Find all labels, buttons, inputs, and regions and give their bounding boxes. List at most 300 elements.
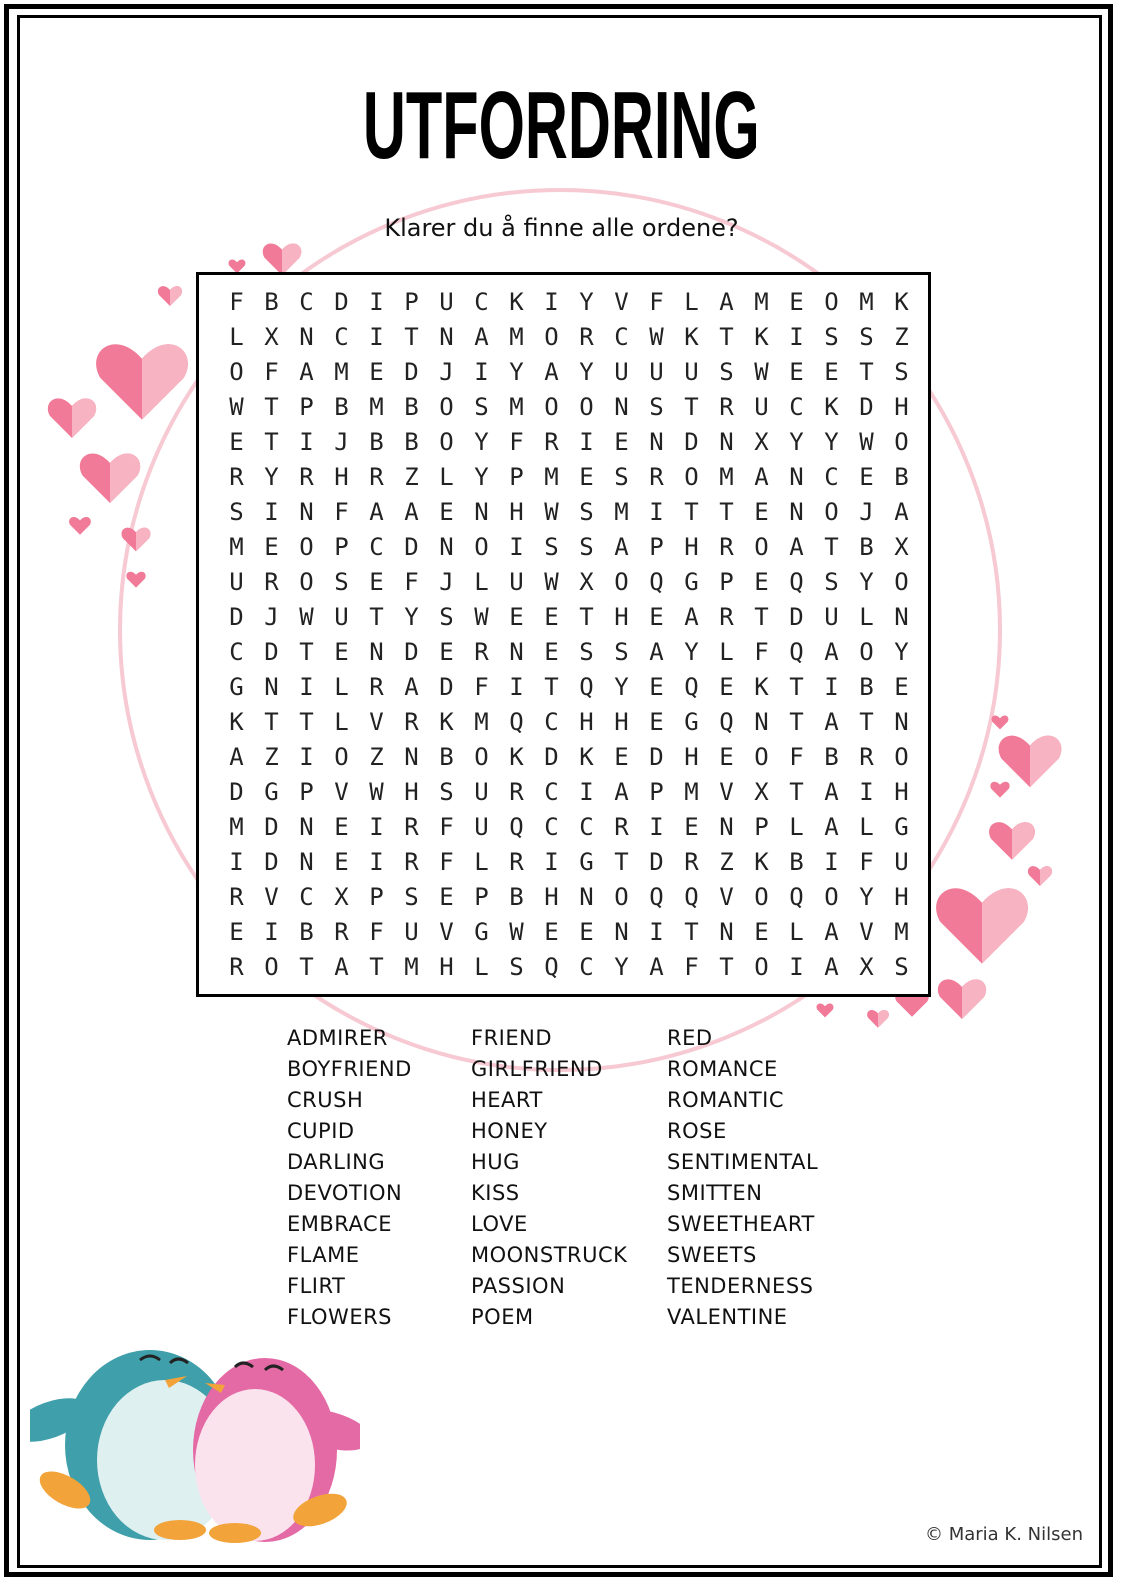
grid-cell[interactable]: Q: [684, 883, 699, 911]
grid-cell[interactable]: S: [509, 953, 524, 981]
grid-cell[interactable]: V: [369, 708, 384, 736]
grid-cell[interactable]: O: [544, 323, 559, 351]
grid-cell[interactable]: U: [824, 603, 839, 631]
grid-cell[interactable]: R: [229, 953, 244, 981]
grid-cell[interactable]: Q: [789, 568, 804, 596]
grid-cell[interactable]: L: [474, 848, 489, 876]
grid-cell[interactable]: C: [544, 708, 559, 736]
grid-cell[interactable]: U: [894, 848, 909, 876]
grid-cell[interactable]: M: [404, 953, 419, 981]
grid-cell[interactable]: E: [369, 568, 384, 596]
grid-cell[interactable]: D: [264, 813, 279, 841]
grid-cell[interactable]: H: [684, 743, 699, 771]
grid-cell[interactable]: C: [544, 778, 559, 806]
grid-cell[interactable]: H: [894, 393, 909, 421]
grid-cell[interactable]: H: [684, 533, 699, 561]
grid-cell[interactable]: I: [824, 848, 839, 876]
grid-cell[interactable]: K: [754, 848, 769, 876]
grid-cell[interactable]: O: [824, 883, 839, 911]
grid-cell[interactable]: R: [509, 848, 524, 876]
grid-cell[interactable]: N: [404, 743, 419, 771]
grid-cell[interactable]: D: [859, 393, 874, 421]
grid-cell[interactable]: O: [229, 358, 244, 386]
grid-cell[interactable]: T: [264, 393, 279, 421]
grid-cell[interactable]: O: [614, 883, 629, 911]
grid-cell[interactable]: L: [439, 463, 454, 491]
grid-cell[interactable]: U: [509, 568, 524, 596]
grid-cell[interactable]: P: [474, 883, 489, 911]
grid-cell[interactable]: T: [719, 498, 734, 526]
grid-cell[interactable]: D: [264, 848, 279, 876]
grid-cell[interactable]: T: [859, 358, 874, 386]
grid-cell[interactable]: R: [579, 323, 594, 351]
grid-cell[interactable]: I: [369, 323, 384, 351]
grid-cell[interactable]: B: [404, 393, 419, 421]
grid-cell[interactable]: P: [369, 883, 384, 911]
grid-cell[interactable]: N: [789, 463, 804, 491]
grid-cell[interactable]: P: [649, 533, 664, 561]
grid-cell[interactable]: U: [439, 288, 454, 316]
grid-cell[interactable]: M: [754, 288, 769, 316]
grid-cell[interactable]: A: [789, 533, 804, 561]
grid-cell[interactable]: N: [614, 393, 629, 421]
grid-cell[interactable]: R: [299, 463, 314, 491]
grid-cell[interactable]: L: [719, 638, 734, 666]
grid-cell[interactable]: I: [509, 533, 524, 561]
grid-cell[interactable]: R: [334, 918, 349, 946]
grid-cell[interactable]: O: [334, 743, 349, 771]
grid-cell[interactable]: J: [439, 568, 454, 596]
grid-cell[interactable]: O: [474, 533, 489, 561]
grid-cell[interactable]: E: [579, 918, 594, 946]
grid-cell[interactable]: K: [579, 743, 594, 771]
grid-cell[interactable]: I: [579, 428, 594, 456]
grid-cell[interactable]: B: [894, 463, 909, 491]
grid-cell[interactable]: R: [404, 848, 419, 876]
grid-cell[interactable]: O: [824, 498, 839, 526]
grid-cell[interactable]: R: [509, 778, 524, 806]
grid-cell[interactable]: S: [579, 638, 594, 666]
grid-cell[interactable]: P: [509, 463, 524, 491]
grid-cell[interactable]: E: [614, 743, 629, 771]
grid-cell[interactable]: F: [754, 638, 769, 666]
grid-cell[interactable]: C: [544, 813, 559, 841]
grid-cell[interactable]: Q: [789, 883, 804, 911]
grid-cell[interactable]: B: [369, 428, 384, 456]
grid-cell[interactable]: J: [439, 358, 454, 386]
grid-cell[interactable]: L: [859, 813, 874, 841]
grid-cell[interactable]: A: [544, 358, 559, 386]
grid-cell[interactable]: N: [299, 813, 314, 841]
grid-cell[interactable]: T: [299, 638, 314, 666]
grid-cell[interactable]: E: [614, 428, 629, 456]
grid-cell[interactable]: R: [229, 463, 244, 491]
grid-cell[interactable]: E: [544, 603, 559, 631]
grid-cell[interactable]: Y: [474, 428, 489, 456]
grid-cell[interactable]: S: [824, 568, 839, 596]
grid-cell[interactable]: V: [719, 778, 734, 806]
grid-cell[interactable]: O: [894, 428, 909, 456]
grid-cell[interactable]: A: [824, 953, 839, 981]
grid-cell[interactable]: H: [614, 603, 629, 631]
grid-cell[interactable]: Y: [404, 603, 419, 631]
grid-cell[interactable]: R: [369, 463, 384, 491]
grid-cell[interactable]: A: [824, 778, 839, 806]
grid-cell[interactable]: L: [229, 323, 244, 351]
grid-cell[interactable]: F: [859, 848, 874, 876]
grid-cell[interactable]: E: [544, 918, 559, 946]
grid-cell[interactable]: N: [369, 638, 384, 666]
grid-cell[interactable]: C: [824, 463, 839, 491]
grid-cell[interactable]: N: [614, 918, 629, 946]
grid-cell[interactable]: E: [544, 638, 559, 666]
grid-cell[interactable]: I: [789, 953, 804, 981]
grid-cell[interactable]: Q: [649, 883, 664, 911]
grid-cell[interactable]: K: [824, 393, 839, 421]
grid-cell[interactable]: A: [404, 498, 419, 526]
grid-cell[interactable]: N: [579, 883, 594, 911]
grid-cell[interactable]: J: [264, 603, 279, 631]
grid-cell[interactable]: K: [439, 708, 454, 736]
grid-cell[interactable]: O: [894, 743, 909, 771]
grid-cell[interactable]: P: [299, 393, 314, 421]
grid-cell[interactable]: Y: [859, 568, 874, 596]
grid-cell[interactable]: N: [299, 323, 314, 351]
grid-cell[interactable]: E: [439, 638, 454, 666]
grid-cell[interactable]: E: [369, 358, 384, 386]
grid-cell[interactable]: E: [334, 848, 349, 876]
grid-cell[interactable]: S: [614, 463, 629, 491]
grid-cell[interactable]: N: [719, 813, 734, 841]
grid-cell[interactable]: S: [404, 883, 419, 911]
grid-cell[interactable]: Q: [789, 638, 804, 666]
grid-cell[interactable]: A: [369, 498, 384, 526]
grid-cell[interactable]: B: [404, 428, 419, 456]
grid-cell[interactable]: G: [264, 778, 279, 806]
grid-cell[interactable]: S: [544, 533, 559, 561]
grid-cell[interactable]: H: [614, 708, 629, 736]
grid-cell[interactable]: S: [474, 393, 489, 421]
grid-cell[interactable]: Y: [264, 463, 279, 491]
grid-cell[interactable]: M: [229, 813, 244, 841]
grid-cell[interactable]: E: [439, 498, 454, 526]
grid-cell[interactable]: D: [229, 778, 244, 806]
grid-cell[interactable]: Q: [719, 708, 734, 736]
grid-cell[interactable]: N: [719, 428, 734, 456]
grid-cell[interactable]: P: [754, 813, 769, 841]
grid-cell[interactable]: R: [614, 813, 629, 841]
grid-cell[interactable]: F: [684, 953, 699, 981]
grid-cell[interactable]: F: [334, 498, 349, 526]
grid-cell[interactable]: F: [649, 288, 664, 316]
grid-cell[interactable]: C: [229, 638, 244, 666]
grid-cell[interactable]: I: [789, 323, 804, 351]
grid-cell[interactable]: S: [439, 778, 454, 806]
grid-cell[interactable]: F: [229, 288, 244, 316]
grid-cell[interactable]: W: [544, 498, 559, 526]
grid-cell[interactable]: U: [474, 778, 489, 806]
grid-cell[interactable]: E: [684, 813, 699, 841]
grid-cell[interactable]: E: [894, 673, 909, 701]
grid-cell[interactable]: O: [754, 883, 769, 911]
grid-cell[interactable]: A: [824, 918, 839, 946]
grid-cell[interactable]: Y: [824, 428, 839, 456]
grid-cell[interactable]: T: [614, 848, 629, 876]
grid-cell[interactable]: T: [684, 393, 699, 421]
grid-cell[interactable]: E: [334, 638, 349, 666]
grid-cell[interactable]: O: [684, 463, 699, 491]
grid-cell[interactable]: A: [719, 288, 734, 316]
grid-cell[interactable]: Q: [544, 953, 559, 981]
grid-cell[interactable]: R: [719, 533, 734, 561]
grid-cell[interactable]: T: [369, 603, 384, 631]
grid-cell[interactable]: T: [789, 708, 804, 736]
grid-cell[interactable]: S: [894, 953, 909, 981]
grid-cell[interactable]: B: [824, 743, 839, 771]
grid-cell[interactable]: M: [614, 498, 629, 526]
grid-cell[interactable]: F: [264, 358, 279, 386]
grid-cell[interactable]: D: [404, 358, 419, 386]
grid-cell[interactable]: R: [474, 638, 489, 666]
grid-cell[interactable]: A: [474, 323, 489, 351]
grid-cell[interactable]: I: [369, 813, 384, 841]
grid-cell[interactable]: M: [509, 323, 524, 351]
grid-cell[interactable]: G: [684, 708, 699, 736]
grid-cell[interactable]: I: [649, 813, 664, 841]
grid-cell[interactable]: N: [754, 708, 769, 736]
grid-cell[interactable]: Q: [684, 673, 699, 701]
grid-cell[interactable]: M: [894, 918, 909, 946]
grid-cell[interactable]: H: [509, 498, 524, 526]
grid-cell[interactable]: T: [824, 533, 839, 561]
grid-cell[interactable]: A: [404, 673, 419, 701]
grid-cell[interactable]: S: [894, 358, 909, 386]
grid-cell[interactable]: M: [719, 463, 734, 491]
grid-cell[interactable]: Y: [579, 288, 594, 316]
grid-cell[interactable]: E: [719, 673, 734, 701]
grid-cell[interactable]: Q: [649, 568, 664, 596]
grid-cell[interactable]: V: [719, 883, 734, 911]
grid-cell[interactable]: O: [824, 288, 839, 316]
grid-cell[interactable]: W: [229, 393, 244, 421]
grid-cell[interactable]: T: [299, 708, 314, 736]
grid-cell[interactable]: O: [614, 568, 629, 596]
grid-cell[interactable]: R: [719, 393, 734, 421]
grid-cell[interactable]: F: [369, 918, 384, 946]
grid-cell[interactable]: N: [474, 498, 489, 526]
grid-cell[interactable]: T: [264, 428, 279, 456]
grid-cell[interactable]: R: [719, 603, 734, 631]
grid-cell[interactable]: T: [404, 323, 419, 351]
grid-cell[interactable]: S: [229, 498, 244, 526]
grid-cell[interactable]: H: [894, 883, 909, 911]
grid-cell[interactable]: Y: [579, 358, 594, 386]
grid-cell[interactable]: I: [264, 498, 279, 526]
grid-cell[interactable]: O: [439, 428, 454, 456]
grid-cell[interactable]: A: [824, 638, 839, 666]
grid-cell[interactable]: T: [544, 673, 559, 701]
grid-cell[interactable]: M: [684, 778, 699, 806]
grid-cell[interactable]: T: [859, 708, 874, 736]
grid-cell[interactable]: X: [754, 778, 769, 806]
grid-cell[interactable]: P: [719, 568, 734, 596]
grid-cell[interactable]: C: [579, 953, 594, 981]
grid-cell[interactable]: E: [719, 743, 734, 771]
grid-cell[interactable]: U: [229, 568, 244, 596]
grid-cell[interactable]: E: [824, 358, 839, 386]
grid-cell[interactable]: B: [334, 393, 349, 421]
grid-cell[interactable]: I: [649, 498, 664, 526]
grid-cell[interactable]: M: [474, 708, 489, 736]
grid-cell[interactable]: W: [474, 603, 489, 631]
grid-cell[interactable]: F: [439, 848, 454, 876]
grid-cell[interactable]: G: [229, 673, 244, 701]
grid-cell[interactable]: P: [404, 288, 419, 316]
grid-cell[interactable]: U: [649, 358, 664, 386]
grid-cell[interactable]: A: [649, 638, 664, 666]
grid-cell[interactable]: X: [894, 533, 909, 561]
grid-cell[interactable]: D: [229, 603, 244, 631]
grid-cell[interactable]: N: [649, 428, 664, 456]
grid-cell[interactable]: R: [544, 428, 559, 456]
grid-cell[interactable]: Z: [404, 463, 419, 491]
grid-cell[interactable]: X: [859, 953, 874, 981]
grid-cell[interactable]: N: [894, 708, 909, 736]
grid-cell[interactable]: H: [404, 778, 419, 806]
grid-cell[interactable]: T: [719, 323, 734, 351]
grid-cell[interactable]: Z: [894, 323, 909, 351]
grid-cell[interactable]: R: [369, 673, 384, 701]
grid-cell[interactable]: L: [334, 673, 349, 701]
grid-cell[interactable]: A: [614, 533, 629, 561]
grid-cell[interactable]: J: [859, 498, 874, 526]
grid-cell[interactable]: S: [579, 498, 594, 526]
grid-cell[interactable]: R: [859, 743, 874, 771]
grid-cell[interactable]: Y: [474, 463, 489, 491]
grid-cell[interactable]: W: [649, 323, 664, 351]
grid-cell[interactable]: I: [544, 848, 559, 876]
grid-cell[interactable]: B: [299, 918, 314, 946]
grid-cell[interactable]: Y: [859, 883, 874, 911]
grid-cell[interactable]: L: [474, 953, 489, 981]
grid-cell[interactable]: T: [684, 918, 699, 946]
grid-cell[interactable]: R: [229, 883, 244, 911]
grid-cell[interactable]: E: [509, 603, 524, 631]
grid-cell[interactable]: R: [264, 568, 279, 596]
grid-cell[interactable]: W: [544, 568, 559, 596]
grid-cell[interactable]: E: [754, 498, 769, 526]
grid-cell[interactable]: M: [334, 358, 349, 386]
grid-cell[interactable]: A: [299, 358, 314, 386]
grid-cell[interactable]: U: [754, 393, 769, 421]
grid-cell[interactable]: B: [789, 848, 804, 876]
grid-cell[interactable]: O: [754, 743, 769, 771]
grid-cell[interactable]: B: [509, 883, 524, 911]
grid-cell[interactable]: M: [229, 533, 244, 561]
grid-cell[interactable]: V: [439, 918, 454, 946]
grid-cell[interactable]: C: [789, 393, 804, 421]
grid-cell[interactable]: I: [859, 778, 874, 806]
grid-cell[interactable]: P: [649, 778, 664, 806]
grid-cell[interactable]: K: [229, 708, 244, 736]
grid-cell[interactable]: L: [789, 918, 804, 946]
grid-cell[interactable]: C: [299, 883, 314, 911]
grid-cell[interactable]: N: [894, 603, 909, 631]
grid-cell[interactable]: N: [299, 848, 314, 876]
grid-cell[interactable]: T: [579, 603, 594, 631]
grid-cell[interactable]: O: [474, 743, 489, 771]
grid-cell[interactable]: C: [299, 288, 314, 316]
grid-cell[interactable]: D: [264, 638, 279, 666]
grid-cell[interactable]: W: [859, 428, 874, 456]
grid-cell[interactable]: B: [859, 673, 874, 701]
grid-cell[interactable]: T: [684, 498, 699, 526]
grid-cell[interactable]: L: [859, 603, 874, 631]
grid-cell[interactable]: E: [264, 533, 279, 561]
grid-cell[interactable]: E: [649, 673, 664, 701]
grid-cell[interactable]: S: [824, 323, 839, 351]
grid-cell[interactable]: Q: [509, 813, 524, 841]
grid-cell[interactable]: O: [859, 638, 874, 666]
grid-cell[interactable]: M: [509, 393, 524, 421]
grid-cell[interactable]: I: [544, 288, 559, 316]
grid-cell[interactable]: E: [649, 708, 664, 736]
grid-cell[interactable]: T: [754, 603, 769, 631]
grid-cell[interactable]: Y: [614, 953, 629, 981]
grid-cell[interactable]: K: [754, 323, 769, 351]
grid-cell[interactable]: E: [789, 358, 804, 386]
grid-cell[interactable]: B: [859, 533, 874, 561]
grid-cell[interactable]: S: [579, 533, 594, 561]
grid-cell[interactable]: G: [894, 813, 909, 841]
grid-cell[interactable]: U: [684, 358, 699, 386]
grid-cell[interactable]: F: [509, 428, 524, 456]
grid-cell[interactable]: U: [474, 813, 489, 841]
grid-cell[interactable]: I: [369, 288, 384, 316]
grid-cell[interactable]: V: [334, 778, 349, 806]
grid-cell[interactable]: Y: [684, 638, 699, 666]
grid-cell[interactable]: Z: [719, 848, 734, 876]
grid-cell[interactable]: T: [264, 708, 279, 736]
grid-cell[interactable]: I: [299, 428, 314, 456]
grid-cell[interactable]: G: [684, 568, 699, 596]
grid-cell[interactable]: F: [439, 813, 454, 841]
grid-cell[interactable]: O: [894, 568, 909, 596]
grid-cell[interactable]: N: [299, 498, 314, 526]
grid-cell[interactable]: R: [684, 848, 699, 876]
grid-cell[interactable]: C: [579, 813, 594, 841]
grid-cell[interactable]: A: [824, 708, 839, 736]
grid-cell[interactable]: H: [894, 778, 909, 806]
grid-cell[interactable]: T: [369, 953, 384, 981]
grid-cell[interactable]: O: [544, 393, 559, 421]
grid-cell[interactable]: V: [859, 918, 874, 946]
grid-cell[interactable]: E: [229, 428, 244, 456]
grid-cell[interactable]: V: [264, 883, 279, 911]
grid-cell[interactable]: I: [229, 848, 244, 876]
grid-cell[interactable]: D: [789, 603, 804, 631]
grid-cell[interactable]: P: [299, 778, 314, 806]
grid-cell[interactable]: W: [299, 603, 314, 631]
grid-cell[interactable]: S: [719, 358, 734, 386]
grid-cell[interactable]: F: [789, 743, 804, 771]
grid-cell[interactable]: N: [719, 918, 734, 946]
grid-cell[interactable]: O: [754, 533, 769, 561]
grid-cell[interactable]: L: [474, 568, 489, 596]
grid-cell[interactable]: E: [334, 813, 349, 841]
grid-cell[interactable]: S: [614, 638, 629, 666]
grid-cell[interactable]: I: [824, 673, 839, 701]
